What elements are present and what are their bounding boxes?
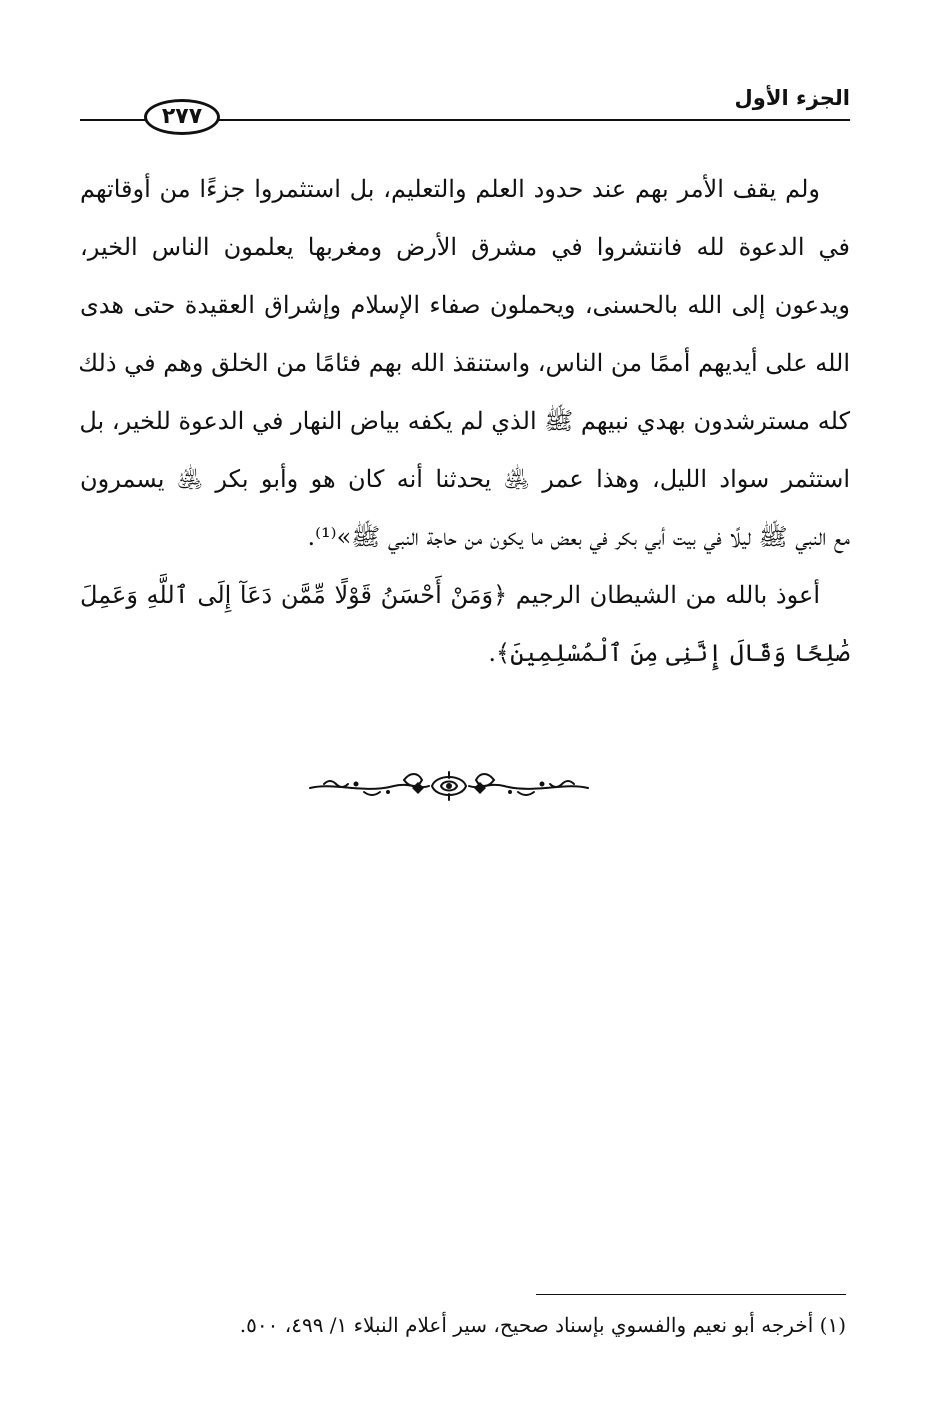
page-header: [80, 80, 850, 150]
paragraph: [80, 160, 850, 566]
quran-paragraph: [80, 566, 850, 682]
running-title: الجزء الأول: [734, 86, 850, 110]
main-text: [80, 160, 850, 682]
text-line: ولم يقف الأمر بهم عند حدود العلم والتعليم، بل استثمروا جزءًا من أوقاتهم: [80, 175, 820, 203]
footnote: (١) أخرجه أبو نعيم والفسوي بإسناد صحيح، سير أعلام النبلاء ١/ ٤٩٩، ٥٠٠.: [239, 1313, 846, 1337]
text-line: مع النبي ﷺ ليلًا في بيت أبي بكر في بعض ما يكون من حاجة النبي ﷺ»⁽¹⁾.: [307, 523, 850, 551]
text-line: أعوذ بالله من الشيطان الرجيم ﴿وَمَنْ أَحْسَنُ قَوْلًا مِّمَّن دَعَآ إِلَى ٱللَّهِ وَعَمِلَ: [80, 581, 820, 609]
text-line: في الدعوة لله فانتشروا في مشرق الأرض ومغربها يعلمون الناس الخير،: [80, 233, 850, 261]
text-line: ويدعون إلى الله بالحسنى، ويحملون صفاء الإسلام وإشراق العقيدة حتى هدى: [80, 291, 850, 319]
text-line: كله مسترشدون بهدي نبيهم ﷺ الذي لم يكفه بياض النهار في الدعوة للخير، بل: [79, 407, 850, 435]
page-number: ٢٧٧: [144, 99, 220, 135]
section-ornament: [304, 766, 594, 806]
text-line: الله على أيديهم أممًا من الناس، واستنقذ الله بهم فئامًا من الخلق وهم في ذلك: [78, 349, 850, 377]
text-line: استثمر سواد الليل، وهذا عمر ﵁ يحدثنا أنه كان هو وأبو بكر ﵁ يسمرون: [80, 465, 850, 493]
text-line: صَٰلِحًا وَقَالَ إِنَّنِى مِنَ ٱلْمُسْلِمِينَ﴾.: [488, 639, 850, 667]
footnote-rule: [536, 1294, 846, 1295]
